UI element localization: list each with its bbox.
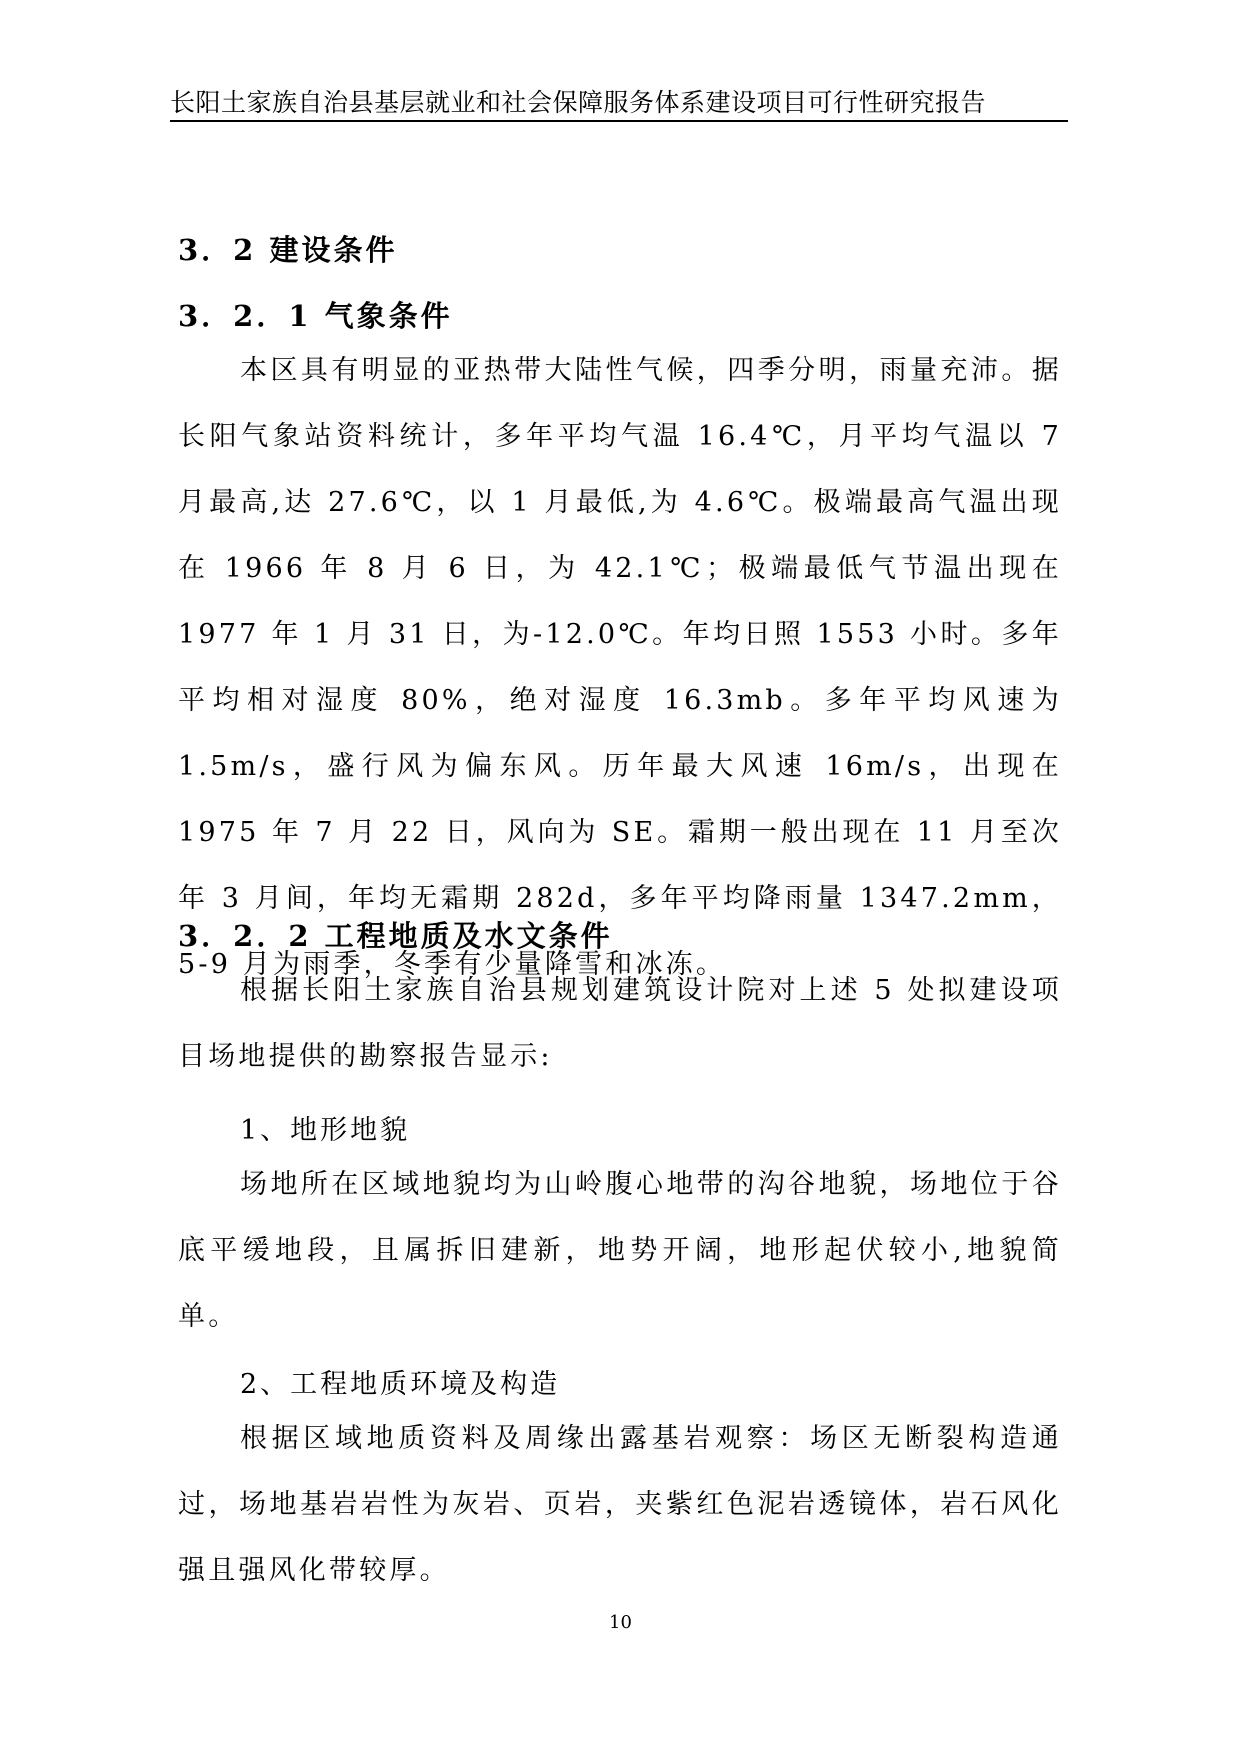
subheading-terrain: 1、地形地貌: [240, 1115, 411, 1146]
section-heading-3-2-2: 3．2．2 工程地质及水文条件: [178, 919, 613, 953]
survey-paragraph: 根据长阳土家族自治县规划建筑设计院对上述 5 处拟建设项目场地提供的勘察报告显示:: [178, 975, 1062, 1072]
running-header: 长阳土家族自治县基层就业和社会保障服务体系建设项目可行性研究报告: [170, 88, 987, 117]
header-rule: [170, 120, 1068, 122]
terrain-paragraph: 场地所在区域地貌均为山岭腹心地带的沟谷地貌，场地位于谷底平缓地段，且属拆旧建新，地势开阔，地形起伏较小,地貌简单。: [178, 1169, 1062, 1332]
section-heading-3-2-1: 3．2．1 气象条件: [178, 299, 453, 333]
subheading-geology: 2、工程地质环境及构造: [240, 1369, 561, 1400]
page-number: 10: [609, 1612, 632, 1633]
geology-paragraph: 根据区域地质资料及周缘出露基岩观察：场区无断裂构造通过，场地基岩岩性为灰岩、页岩，夹紫红色泥岩透镜体，岩石风化强且强风化带较厚。: [178, 1423, 1062, 1586]
section-heading-3-2: 3．2 建设条件: [178, 233, 398, 267]
climate-paragraph: 本区具有明显的亚热带大陆性气候，四季分明，雨量充沛。据长阳气象站资料统计，多年平均气温 16.4℃，月平均气温以 7 月最高,达 27.6℃，以 1 月最低,为 4.6℃。极端最高气温出现在 1966 年 8 月 6 日，为 42.1℃；极端最低气节温出现在 1977 年 1 月 31 日，为-12.0℃。年均日照 1553 小时。多年平均相对湿度 80%，绝对湿度 16.3mb。多年平均风速为 1.5m/s，盛行风为偏东风。历年最大风速 16m/s，出现在 1975 年 7 月 22 日，风向为 SE。霜期一般出现在 11 月至次年 3 月间，年均无霜期 282d，多年平均降雨量 1347.2mm，5-9 月为雨季，冬季有少量降雪和冰冻。: [178, 355, 1062, 980]
